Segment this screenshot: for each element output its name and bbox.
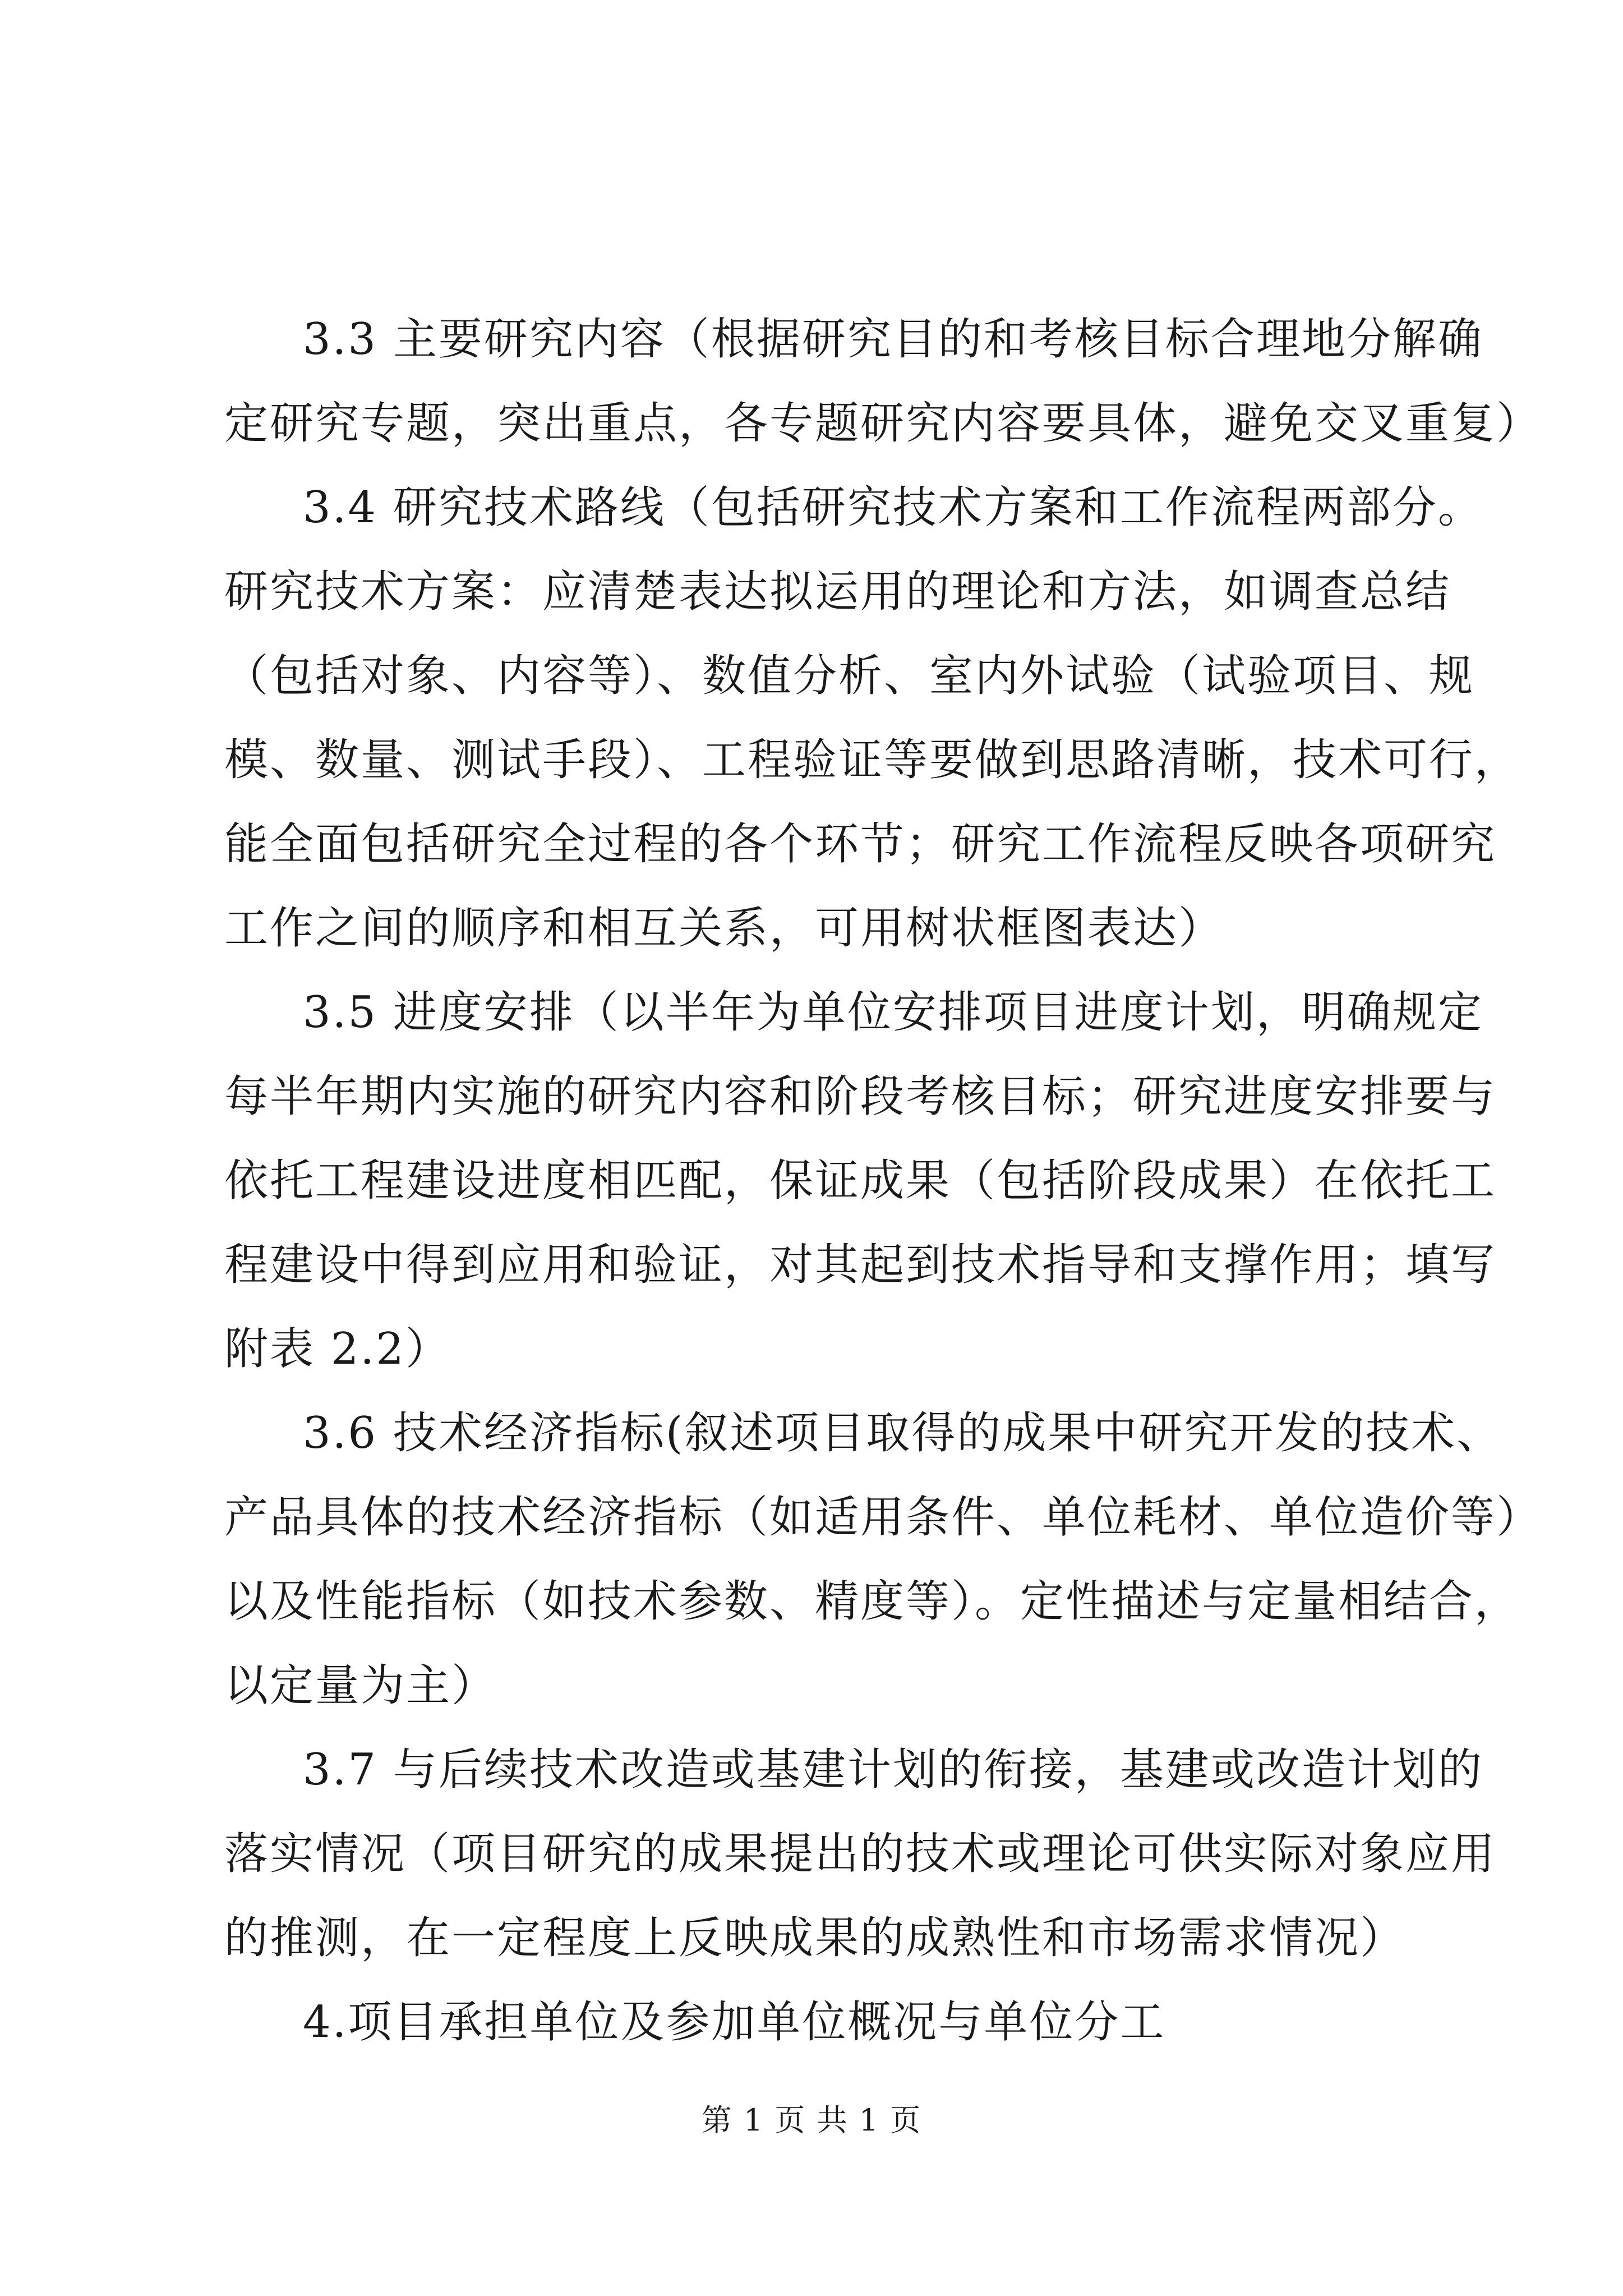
text-line: 4.项目承担单位及参加单位概况与单位分工 [303, 1997, 1166, 2047]
text-line: （包括对象、内容等）、数值分析、室内外试验（试验项目、规 [224, 651, 1475, 701]
text-line: 3.4 研究技术路线（包括研究技术方案和工作流程两部分。 [303, 482, 1483, 533]
text-line: 3.7 与后续技术改造或基建计划的衔接，基建或改造计划的 [303, 1745, 1483, 1795]
text-line: 3.6 技术经济指标(叙述项目取得的成果中研究开发的技术、 [303, 1408, 1502, 1458]
text-line: 的推测，在一定程度上反映成果的成熟性和市场需求情况） [224, 1913, 1406, 1963]
text-line: 依托工程建设进度相匹配，保证成果（包括阶段成果）在依托工 [224, 1156, 1497, 1206]
text-line: 研究技术方案：应清楚表达拟运用的理论和方法，如调查总结 [224, 567, 1451, 617]
page-footer: 第 1 页 共 1 页 [701, 2102, 922, 2138]
text-line: 定研究专题，突出重点，各专题研究内容要具体，避免交叉重复） [224, 398, 1542, 449]
text-line: 落实情况（项目研究的成果提出的技术或理论可供实际对象应用 [224, 1829, 1497, 1879]
text-line: 能全面包括研究全过程的各个环节；研究工作流程反映各项研究 [224, 819, 1497, 869]
text-line: 工作之间的顺序和相互关系，可用树状框图表达） [224, 903, 1224, 954]
text-line: 模、数量、测试手段）、工程验证等要做到思路清晰，技术可行， [224, 735, 1520, 785]
text-line: 以定量为主） [224, 1660, 497, 1711]
text-line: 附表 2.2） [224, 1324, 451, 1374]
text-line: 程建设中得到应用和验证，对其起到技术指导和支撑作用；填写 [224, 1240, 1497, 1290]
text-line: 以及性能指标（如技术参数、精度等）。定性描述与定量相结合， [224, 1576, 1520, 1627]
text-line: 3.5 进度安排（以半年为单位安排项目进度计划，明确规定 [303, 987, 1483, 1038]
text-line: 产品具体的技术经济指标（如适用条件、单位耗材、单位造价等） [224, 1492, 1542, 1543]
text-line: 每半年期内实施的研究内容和阶段考核目标；研究进度安排要与 [224, 1071, 1497, 1122]
text-line: 3.3 主要研究内容（根据研究目的和考核目标合理地分解确 [303, 314, 1483, 365]
